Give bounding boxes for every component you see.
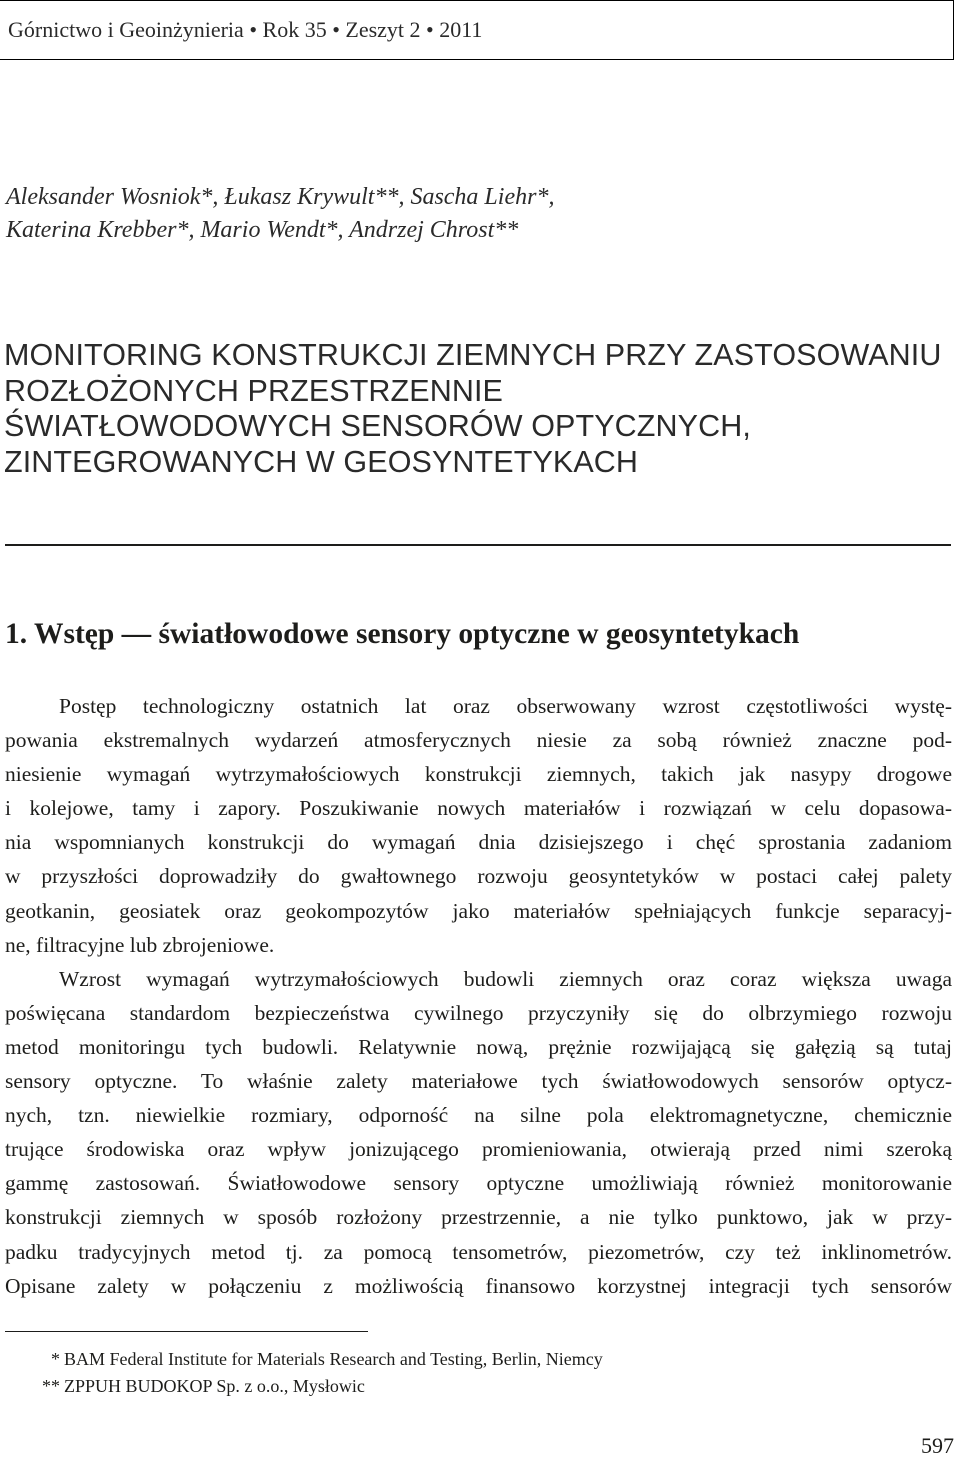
journal-info: Górnictwo i Geoinżynieria • Rok 35 • Zeszyt 2 • 2011 <box>8 17 483 42</box>
footnote-divider <box>5 1331 368 1332</box>
footnote-text: BAM Federal Institute for Materials Research and Testing, Berlin, Niemcy <box>64 1349 603 1369</box>
text-line: Wzrost wymagań wytrzymałościowych budowli ziemnych oraz coraz większa uwaga <box>59 966 952 991</box>
title-line: ŚWIATŁOWODOWYCH SENSORÓW OPTYCZNYCH, <box>4 409 751 443</box>
text-line: i kolejowe, tamy i zapory. Poszukiwanie nowych materiałów i rozwiązań w celu dopasowa- <box>5 796 952 821</box>
text-line: konstrukcji ziemnych w sposób rozłożony przestrzennie, a nie tylko punktowo, jak w przy- <box>5 1205 952 1230</box>
article-title <box>4 338 954 480</box>
footnote <box>22 1373 922 1400</box>
section-heading: 1. Wstęp — światłowodowe sensory optyczne w geosyntetykach <box>5 618 800 650</box>
text-line: powania ekstremalnych wydarzeń atmosferycznych niesie za sobą również znaczne pod- <box>5 728 952 753</box>
text-line: ne, filtracyjne lub zbrojeniowe. <box>5 932 275 957</box>
text-line: Postęp technologiczny ostatnich lat oraz obserwowany wzrost częstotliwości wystę- <box>59 694 952 718</box>
footnote-mark: * <box>51 1349 60 1369</box>
paragraph-2 <box>5 962 952 1303</box>
text-line: geotkanin, geosiatek oraz geokompozytów jako materiałów spełniających funkcje separacyj- <box>5 898 952 923</box>
text-line: metod monitoringu tych budowli. Relatywnie nową, prężnie rozwijającą się gałęzią są tutaj <box>5 1034 952 1059</box>
text-line: gammę zastosowań. Światłowodowe sensory optyczne umożliwiają również monitorowanie <box>5 1171 952 1196</box>
paragraph-1 <box>5 689 952 962</box>
footnote <box>22 1346 922 1373</box>
footnote-mark: ** <box>42 1376 60 1396</box>
body-text <box>5 689 952 1303</box>
authors-line: Aleksander Wosniok*, Łukasz Krywult**, Sascha Liehr*, <box>6 184 555 210</box>
text-line: nia wspomnianych konstrukcji do wymagań dnia dzisiejszego i chęć sprostania zadaniom <box>5 830 952 855</box>
authors-line: Katerina Krebber*, Mario Wendt*, Andrzej Chrost** <box>6 217 519 243</box>
authors <box>6 181 946 247</box>
text-line: nych, tzn. niewielkie rozmiary, odporność na silne pola elektromagnetyczne, chemicznie <box>5 1103 952 1128</box>
text-line: poświęcana standardom bezpieczeństwa cywilnego przyczyniły się do olbrzymiego rozwoju <box>5 1000 952 1025</box>
text-line: w przyszłości doprowadziły do gwałtownego rozwoju geosyntetyków w postaci całej palety <box>5 864 952 889</box>
text-line: trujące środowiska oraz wpływ jonizującego promieniowania, otwierają przed nimi szeroką <box>5 1137 952 1162</box>
text-line: Opisane zalety w połączeniu z możliwością finansowo korzystnej integracji tych sensorów <box>5 1273 952 1298</box>
title-divider <box>5 544 951 546</box>
footnote-text: ZPPUH BUDOKOP Sp. z o.o., Mysłowic <box>64 1376 365 1396</box>
text-line: niesienie wymagań wytrzymałościowych konstrukcji ziemnych, takich jak nasypy drogowe <box>5 762 952 787</box>
text-line: padku tradycyjnych metod tj. za pomocą tensometrów, piezometrów, czy też inklinometrów. <box>5 1239 952 1264</box>
text-line: sensory optyczne. To właśnie zalety materiałowe tych światłowodowych sensorów optycz- <box>5 1069 952 1094</box>
page-number: 597 <box>921 1433 954 1458</box>
footnotes <box>22 1346 922 1400</box>
journal-header <box>0 0 954 60</box>
title-line: ZINTEGROWANYCH W GEOSYNTETYKACH <box>4 444 639 479</box>
title-line: ROZŁOŻONYCH PRZESTRZENNIE <box>4 373 504 408</box>
title-line: MONITORING KONSTRUKCJI ZIEMNYCH PRZY ZASTOSOWANIU <box>4 338 942 372</box>
